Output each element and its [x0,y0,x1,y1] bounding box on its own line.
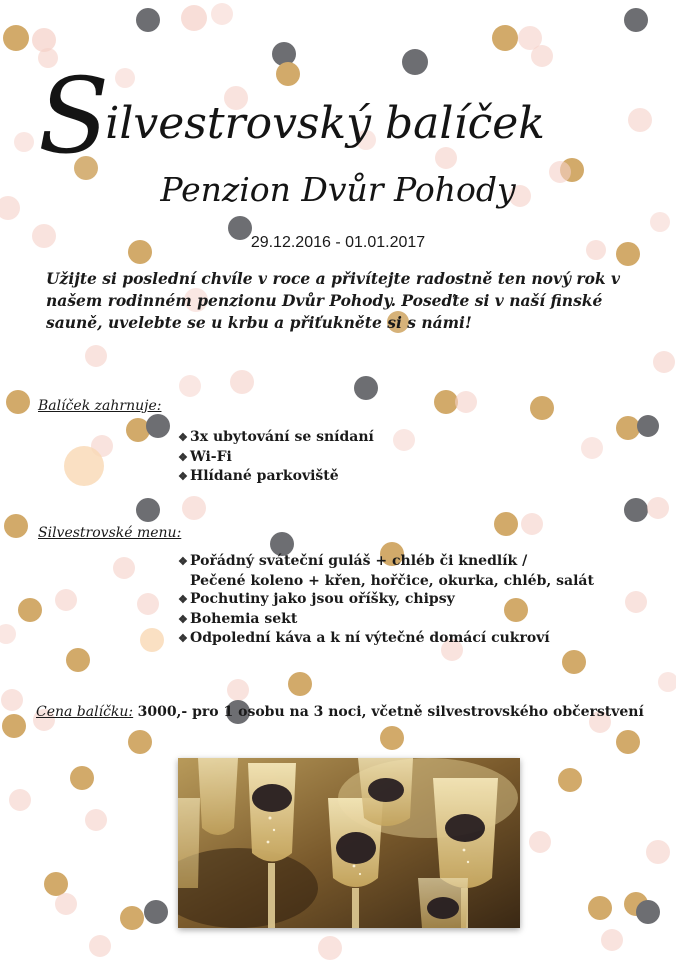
list-item: Pečené koleno + křen, hořčice, okurka, chléb, salát [190,572,594,589]
champagne-glasses-photo [178,758,520,928]
list-item: ❖ Wi-Fi [178,448,374,468]
list-item: ❖ 3x ubytování se snídaní [178,428,374,448]
diamond-bullet-icon: ❖ [178,450,188,464]
diamond-bullet-icon: ❖ [178,593,188,606]
diamond-bullet-icon: ❖ [178,612,188,626]
title-rest: ilvestrovský balíček [105,98,545,149]
list-item: ❖ Hlídané parkoviště [178,467,374,487]
package-price [36,704,644,720]
flyer-title [38,55,658,177]
diamond-bullet-icon: ❖ [178,555,188,568]
penzion-name: Penzion Dvůr Pohody [160,170,516,209]
list-item: ❖ Odpolední káva a k ní výtečné domácí cukroví [178,629,594,649]
list-item: ❖ Pochutiny jako jsou oříšky, chipsy [178,590,594,610]
event-dates: 29.12.2016 - 01.01.2017 [250,234,426,251]
package-label: Balíček zahrnuje: [38,398,162,414]
title-initial: S [38,55,106,177]
list-item: ❖ Bohemia sekt [178,610,594,630]
diamond-bullet-icon: ❖ [178,470,188,483]
price-label: Cena balíčku: [36,704,134,720]
intro-text: Užijte si poslední chvíle v roce a přivítejte radostně ten nový rok v našem rodinném penzionu Dvůr Pohody. Poseďte si v naší finské sauně, uvelebte se u krbu a přiťukněte si s námi! [46,269,621,332]
menu-label: Silvestrovské menu: [38,525,182,541]
diamond-bullet-icon: ❖ [178,632,188,645]
champagne-photo-icon [178,758,520,928]
menu-list [178,552,594,649]
diamond-bullet-icon: ❖ [178,431,188,444]
price-value: 3000,- pro 1 osobu na 3 noci, včetně silvestrovského občerstvení [137,704,644,720]
list-item: ❖ Pořádný sváteční guláš + chléb či knedlík / [178,552,594,572]
package-list [178,428,374,487]
